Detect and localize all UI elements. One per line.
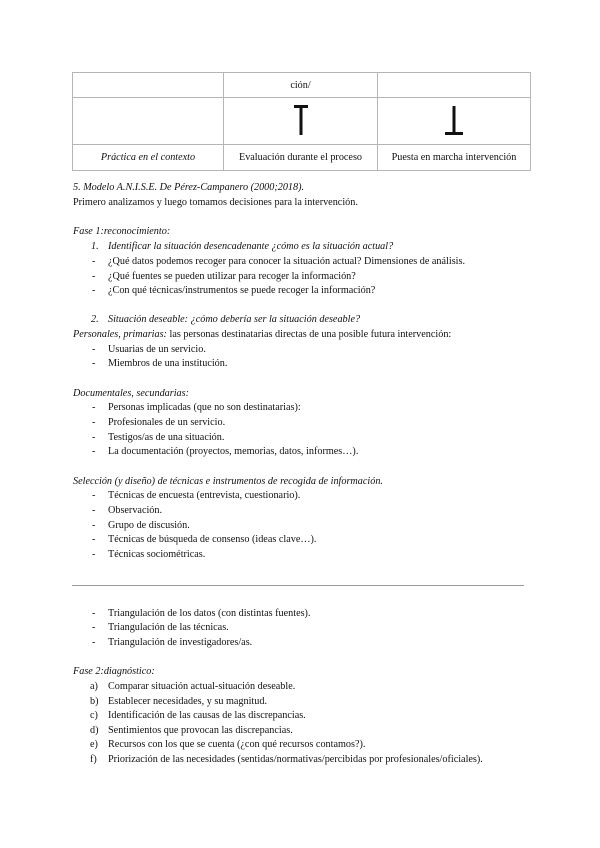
down-arrow-icon (442, 102, 466, 138)
list-number: 1. (91, 241, 99, 252)
list-item: ¿Con qué técnicas/instrumentos se puede recoger la información? (108, 285, 376, 296)
list-item: Usuarias de un servicio. (108, 344, 206, 355)
bullet: - (92, 358, 96, 369)
table-cell: Puesta en marcha intervención (378, 145, 531, 171)
up-arrow-icon (291, 102, 311, 138)
list-item: Grupo de discusión. (108, 520, 190, 531)
list-item: Observación. (108, 505, 163, 516)
bullet: - (92, 344, 96, 355)
bullet: - (92, 622, 96, 633)
list-item: Personas implicadas (que no son destinatarias): (108, 402, 301, 413)
list-item: Identificar la situación desencadenante ¿cómo es la situación actual? (108, 241, 394, 252)
list-letter: f) (90, 754, 97, 765)
list-item: Profesionales de un servicio. (108, 417, 226, 428)
table-cell (224, 98, 378, 145)
list-item: Técnicas de búsqueda de consenso (ideas clave…). (108, 534, 317, 545)
list-item: Comparar situación actual-situación deseable. (108, 681, 296, 692)
list-item: Identificación de las causas de las discrepancias. (108, 710, 306, 721)
list-item: Testigos/as de una situación. (108, 432, 225, 443)
section-intro: Primero analizamos y luego tomamos decisiones para la intervención. (73, 197, 358, 208)
bullet: - (92, 402, 96, 413)
list-item: Triangulación de las técnicas. (108, 622, 229, 633)
list-item: Técnicas de encuesta (entrevista, cuestionario). (108, 490, 301, 501)
bullet: - (92, 520, 96, 531)
list-letter: e) (90, 739, 98, 750)
personales-label: Personales, primarias: (73, 329, 167, 340)
table-cell (378, 73, 531, 98)
table-cell (73, 98, 224, 145)
bullet: - (92, 285, 96, 296)
horizontal-rule (72, 585, 524, 586)
bullet: - (92, 549, 96, 560)
bullet: - (92, 432, 96, 443)
list-item: ¿Qué fuentes se pueden utilizar para recoger la información? (108, 271, 356, 282)
table-cell (378, 98, 531, 145)
bullet: - (92, 271, 96, 282)
list-number: 2. (91, 314, 99, 325)
list-item: Miembros de una institución. (108, 358, 228, 369)
bullet: - (92, 608, 96, 619)
section-title: 5. Modelo A.N.I.S.E. De Pérez-Campanero (2000;2018). (73, 182, 305, 193)
list-item: Establecer necesidades, y su magnitud. (108, 696, 267, 707)
table-cell: ción/ (224, 73, 378, 98)
list-item: Situación deseable: ¿cómo debería ser la situación deseable? (108, 314, 361, 325)
documentales-label: Documentales, secundarias: (73, 388, 190, 399)
list-item: ¿Qué datos podemos recoger para conocer la situación actual? Dimensiones de análisis. (108, 256, 465, 267)
list-item: Técnicas sociométricas. (108, 549, 206, 560)
list-letter: c) (90, 710, 98, 721)
phase2-title: Fase 2:diagnóstico: (73, 666, 155, 677)
list-letter: b) (90, 696, 99, 707)
bullet: - (92, 637, 96, 648)
list-item: La documentación (proyectos, memorias, datos, informes…). (108, 446, 359, 457)
list-item: Triangulación de investigadores/as. (108, 637, 253, 648)
table-cell: Práctica en el contexto (73, 145, 224, 171)
personales-line (73, 328, 451, 343)
table-cell: Evaluación durante el proceso (224, 145, 378, 171)
bullet: - (92, 256, 96, 267)
table-cell (73, 73, 224, 98)
bullet: - (92, 446, 96, 457)
bullet: - (92, 417, 96, 428)
list-letter: d) (90, 725, 99, 736)
list-item: Recursos con los que se cuenta (¿con qué recursos contamos?). (108, 739, 366, 750)
list-item: Sentimientos que provocan las discrepancias. (108, 725, 293, 736)
bullet: - (92, 534, 96, 545)
list-item: Priorización de las necesidades (sentidas/normativas/percibidas por profesionales/oficiales). (108, 754, 483, 765)
list-letter: a) (90, 681, 98, 692)
phase1-title: Fase 1:reconocimiento: (73, 226, 171, 237)
bullet: - (92, 490, 96, 501)
personales-text: las personas destinatarias directas de una posible futura intervención: (166, 329, 452, 340)
list-item: Triangulación de los datos (con distintas fuentes). (108, 608, 311, 619)
phases-table (72, 72, 531, 171)
seleccion-label: Selección (y diseño) de técnicas e instrumentos de recogida de información. (73, 476, 383, 487)
bullet: - (92, 505, 96, 516)
